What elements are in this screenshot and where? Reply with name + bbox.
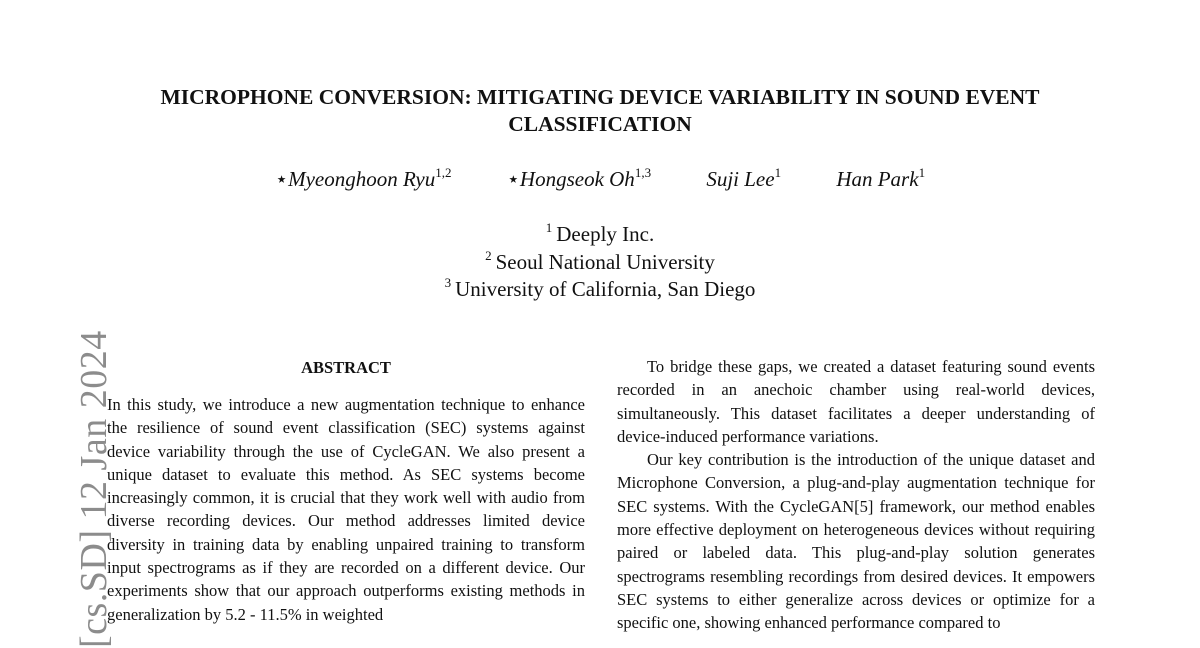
affiliation-item: $^2$ Seoul National University xyxy=(485,247,715,274)
title-line-2: CLASSIFICATION xyxy=(508,112,692,136)
affiliation-list xyxy=(100,221,1100,304)
arxiv-stamp xyxy=(0,0,115,648)
author-lee xyxy=(706,166,781,192)
author-list xyxy=(100,166,1100,192)
abstract-column xyxy=(107,356,585,626)
author-name: Myeonghoon Ryu xyxy=(288,167,436,191)
intro-paragraph-2: Our key contribution is the introduction of the unique dataset and Microphone Conversion, a plug-and-play augmentation technique for SEC systems. With the CycleGAN[5] framework, our method enables more effective deployment on heterogeneous devices without requiring paired or labeled data. This plug-and-play solution generates spectrograms resembling recordings from desired devices. It empowers SEC systems to either generalize across devices or optimize for a specific one, showing enhanced performance compared to xyxy=(617,450,1095,633)
intro-paragraph-1: To bridge these gaps, we created a dataset featuring sound events recorded in an anechoic chamber using real-world devices, simultaneously. This dataset facilitates a deeper understanding of device-induced performance variations. xyxy=(617,357,1095,446)
author-oh: ⋆Hongseok Oh$^{1,3}$ xyxy=(506,165,652,191)
author-name: Han Park xyxy=(836,167,919,191)
abstract-heading: ABSTRACT xyxy=(301,358,391,377)
arxiv-stamp-text: [cs.SD] 12 Jan 2024 xyxy=(73,330,115,648)
title-line-1: MICROPHONE CONVERSION: MITIGATING DEVICE VARIABILITY IN SOUND EVENT xyxy=(160,85,1040,109)
author-affiliation-marker: 1 xyxy=(774,165,782,180)
abstract-text: In this study, we introduce a new augmentation technique to enhance the resilience of sound event classification (SEC) systems against device variability through the use of CycleGAN. We also present a unique dataset to evaluate this method. As SEC systems become increasingly common, it is crucial that they work well with audio from diverse recording devices. Our method addresses limited device diversity in training data by enabling unpaired training to transform input spectrograms as if they are recorded on a different device. Our experiments show that our approach outperforms existing methods in generalization by 5.2 - 11.5% in weighted xyxy=(107,395,585,624)
author-affiliation-marker: 1,2 xyxy=(435,165,452,180)
paper-title xyxy=(100,84,1100,138)
author-name: Hongseok Oh xyxy=(519,167,635,191)
author-ryu: ⋆Myeonghoon Ryu$^{1,2}$ xyxy=(274,165,452,191)
affiliation-item: $^3$ University of California, San Diego xyxy=(444,275,756,301)
author-affiliation-marker: 1,3 xyxy=(634,165,652,180)
introduction-column xyxy=(617,355,1095,635)
affiliation-item: $^1$ Deeply Inc. xyxy=(545,220,655,246)
author-affiliation-marker: 1 xyxy=(918,165,926,180)
author-park xyxy=(836,166,925,192)
author-name: Suji Lee xyxy=(706,167,775,191)
